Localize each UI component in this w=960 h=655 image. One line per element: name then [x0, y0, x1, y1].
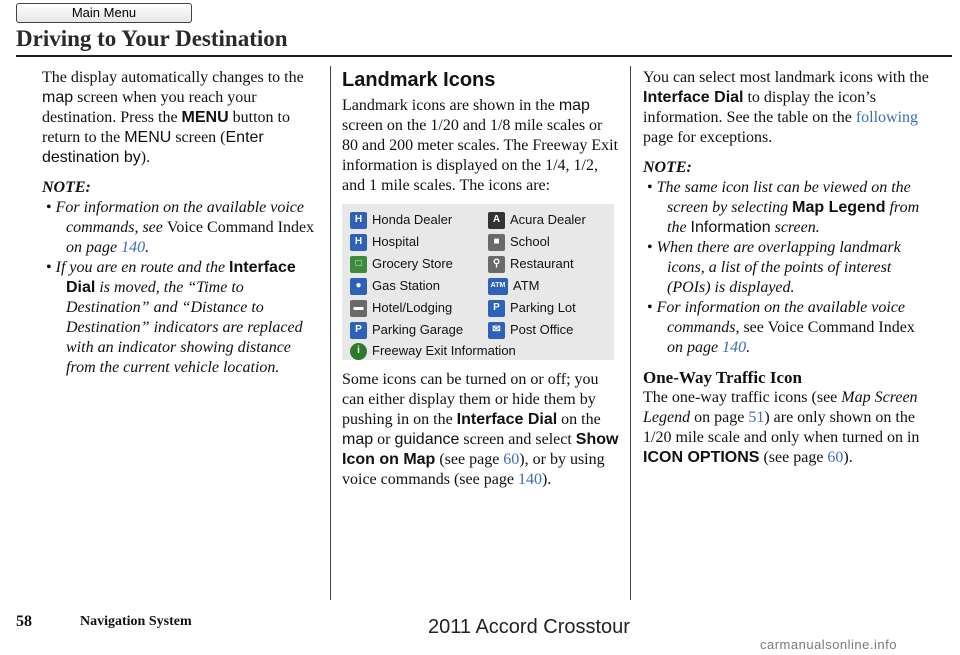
text: ).: [140, 149, 151, 166]
text: guidance: [394, 431, 460, 448]
parking-garage-icon: P: [350, 322, 367, 339]
icon-entry: [488, 210, 586, 230]
column-middle: [342, 68, 620, 490]
restaurant-icon: ⚲: [488, 256, 505, 273]
text: Honda Dealer: [372, 212, 453, 227]
list-item: [643, 238, 933, 298]
atm-icon: ATM: [488, 278, 508, 295]
text: The display automatically changes to the: [42, 69, 304, 86]
page-title: Driving to Your Destination: [16, 26, 288, 51]
one-way-paragraph: [643, 388, 933, 468]
hotel-bed-icon: ▬: [350, 300, 367, 317]
text: Interface Dial: [643, 89, 744, 106]
text: Map Screen Legend: [643, 389, 918, 426]
page-link[interactable]: 140: [722, 339, 747, 356]
text: ), or by using voice commands (see page: [342, 451, 605, 488]
icon-entry: [488, 276, 539, 296]
text: School: [510, 234, 550, 249]
title-divider: [16, 55, 952, 57]
text: on the: [557, 411, 601, 428]
acura-dealer-icon: A: [488, 212, 505, 229]
intro-paragraph: [342, 96, 620, 196]
text: ) are only shown on the 1/20 mile scale and only when turned on in: [643, 409, 920, 446]
gas-station-icon: ●: [350, 278, 367, 295]
text: ICON OPTIONS: [643, 449, 760, 466]
text: .: [145, 239, 150, 256]
note-list: [42, 198, 318, 378]
text: Information: [690, 219, 771, 236]
icon-entry: [488, 298, 576, 318]
text: or: [373, 431, 395, 448]
text: The one-way traffic icons (see: [643, 389, 842, 406]
page-number: 58: [16, 613, 32, 630]
hospital-icon: H: [350, 234, 367, 251]
text: Parking Lot: [510, 300, 576, 315]
icon-entry: [488, 254, 574, 274]
text: ).: [843, 449, 853, 466]
page-link[interactable]: 60: [827, 449, 844, 466]
section-heading: One-Way Traffic Icon: [643, 368, 802, 387]
text: screen and select: [459, 431, 576, 448]
footer-section-title: Navigation System: [80, 614, 192, 629]
text: Restaurant: [510, 256, 574, 271]
site-watermark: carmanualsonline.info: [760, 637, 897, 652]
text: (see page: [435, 451, 504, 468]
text: to display the icon’s information. See the table on the: [643, 89, 876, 126]
text: Post Office: [510, 322, 574, 337]
freeway-exit-info-icon: i: [350, 343, 367, 360]
icon-entry: [350, 210, 452, 230]
text: (see page: [759, 449, 828, 466]
page-link[interactable]: 51: [748, 409, 765, 426]
parking-lot-icon: P: [488, 300, 505, 317]
column-right: [643, 68, 933, 468]
page-link[interactable]: 140: [121, 239, 146, 256]
column-left: [42, 68, 318, 378]
text: screen on the 1/20 and 1/8 mile scales or 80 and 200 meter scales. The Freeway Exit information is displayed on the 1/4, 1/2, and 1 mile scales. The icons are:: [342, 117, 619, 194]
text: Interface Dial: [456, 411, 558, 428]
text: Grocery Store: [372, 256, 453, 271]
list-item: [42, 198, 318, 258]
note-list: [643, 178, 933, 358]
text: on page: [66, 239, 122, 256]
text: Show Icon on Map: [342, 431, 619, 468]
text: on page: [667, 339, 723, 356]
text: button to return to the: [42, 109, 290, 146]
text: Voice Command Index: [166, 219, 315, 236]
post-office-icon: ✉: [488, 322, 505, 339]
text: .: [746, 339, 751, 356]
text: ).: [541, 471, 552, 488]
text: see Voice Command Index: [743, 319, 915, 336]
text: MENU: [181, 109, 229, 126]
text: map: [342, 431, 374, 448]
icon-entry: [350, 254, 453, 274]
text: is moved, the “Time to Destination” and “Distance to Destination” indicators are replaced with an indicator showing distance from the current vehicle location.: [66, 279, 303, 376]
text: If you are en route and the: [55, 259, 230, 276]
text: Interface Dial: [66, 259, 296, 296]
landmark-icon-table: [342, 204, 614, 360]
grocery-cart-icon: □: [350, 256, 367, 273]
text: ATM: [513, 278, 540, 293]
text: Hospital: [372, 234, 419, 249]
text: Hotel/Lodging: [372, 300, 453, 315]
honda-dealer-icon: H: [350, 212, 367, 229]
school-icon: ■: [488, 234, 505, 251]
intro-paragraph: [643, 68, 933, 148]
list-item: [643, 178, 933, 238]
icon-entry: [488, 320, 573, 340]
model-watermark: 2011 Accord Crosstour: [428, 616, 630, 638]
section-heading: Landmark Icons: [342, 69, 496, 91]
text: map: [558, 97, 590, 114]
text: on page: [690, 409, 749, 426]
icon-toggle-paragraph: [342, 370, 620, 490]
list-item: [643, 298, 933, 358]
text: You can select most landmark icons with the: [643, 69, 929, 86]
text: Parking Garage: [372, 322, 464, 337]
text: map: [42, 89, 74, 106]
note-label: NOTE:: [643, 159, 692, 176]
text: Map Legend: [792, 199, 886, 216]
text: For information on the available voice commands, see: [55, 199, 305, 236]
text: For information on the available voice commands,: [656, 299, 906, 336]
text: MENU: [124, 129, 172, 146]
list-item: [42, 258, 318, 378]
intro-paragraph: [42, 68, 318, 168]
text: from the: [667, 199, 920, 236]
icon-entry: [350, 341, 516, 361]
following-page-link[interactable]: following: [855, 109, 919, 126]
icon-entry: [350, 232, 419, 252]
text: When there are overlapping landmark icons, a list of the points of interest (POIs) is displayed.: [656, 239, 901, 296]
text: screen when you reach your destination. Press the: [42, 89, 257, 126]
page-link[interactable]: 140: [517, 471, 542, 488]
text: Enter destination by: [42, 129, 264, 166]
text: Some icons can be turned on or off; you can either display them or hide them by pushing in on the: [342, 371, 599, 428]
text: Landmark icons are shown in the: [342, 97, 559, 114]
text: Acura Dealer: [510, 212, 586, 227]
column-divider: [630, 66, 631, 600]
note-label: NOTE:: [42, 179, 91, 196]
text: screen (: [171, 129, 226, 146]
text: Gas Station: [372, 278, 440, 293]
column-divider: [330, 66, 331, 600]
text: Freeway Exit Information: [372, 343, 516, 358]
main-menu-button[interactable]: Main Menu: [16, 3, 192, 23]
text: The same icon list can be viewed on the screen by selecting: [656, 179, 911, 216]
icon-entry: [488, 232, 550, 252]
icon-entry: [350, 320, 463, 340]
text: page for exceptions.: [643, 129, 773, 146]
icon-entry: [350, 276, 440, 296]
page-link[interactable]: 60: [503, 451, 520, 468]
text: screen.: [770, 219, 820, 236]
icon-entry: [350, 298, 452, 318]
